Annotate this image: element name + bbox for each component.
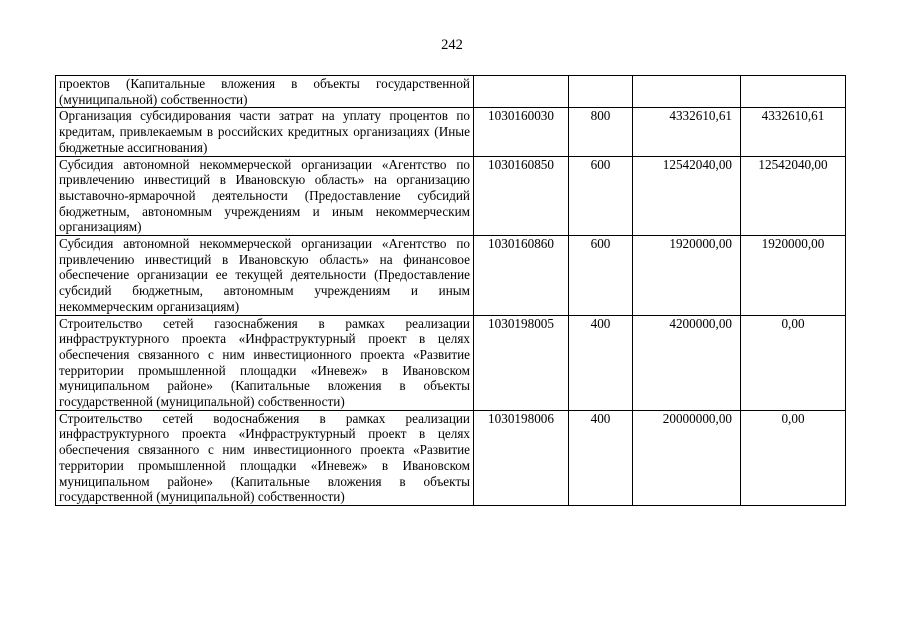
row-amount-2: 1920000,00	[741, 236, 846, 316]
row-expense-type: 400	[569, 315, 633, 410]
row-amount-2	[741, 76, 846, 108]
table-row	[56, 315, 846, 410]
row-amount-2: 4332610,61	[741, 108, 846, 156]
table-row	[56, 108, 846, 156]
row-amount-1: 1920000,00	[633, 236, 741, 316]
row-amount-1: 4200000,00	[633, 315, 741, 410]
row-amount-2: 12542040,00	[741, 156, 846, 236]
table-row	[56, 156, 846, 236]
row-target-code: 1030160030	[474, 108, 569, 156]
row-amount-1: 20000000,00	[633, 410, 741, 505]
row-target-code: 1030198005	[474, 315, 569, 410]
row-description: проектов (Капитальные вложения в объекты государственной (муниципальной) собственности)	[56, 76, 474, 108]
row-expense-type: 800	[569, 108, 633, 156]
table-row	[56, 410, 846, 505]
row-target-code: 1030198006	[474, 410, 569, 505]
table-row	[56, 76, 846, 108]
row-amount-1: 12542040,00	[633, 156, 741, 236]
row-amount-1	[633, 76, 741, 108]
row-amount-2: 0,00	[741, 410, 846, 505]
row-target-code: 1030160850	[474, 156, 569, 236]
row-amount-1: 4332610,61	[633, 108, 741, 156]
row-description: Строительство сетей газоснабжения в рамках реализации инфраструктурного проекта «Инфраструктурный проект в целях обеспечения связанного с ним инвестиционного проекта «Развитие территории промышленной площадки «Иневеж» в Ивановском муниципальном районе» (Капитальные вложения в объекты государственной (муниципальной) собственности)	[56, 315, 474, 410]
row-target-code	[474, 76, 569, 108]
row-description: Организация субсидирования части затрат на уплату процентов по кредитам, привлекаемым в российских кредитных организациях (Иные бюджетные ассигнования)	[56, 108, 474, 156]
budget-table	[55, 75, 846, 506]
row-target-code: 1030160860	[474, 236, 569, 316]
table-row	[56, 236, 846, 316]
row-expense-type: 600	[569, 236, 633, 316]
row-expense-type	[569, 76, 633, 108]
row-description: Субсидия автономной некоммерческой организации «Агентство по привлечению инвестиций в Ивановскую область» на организацию выставочно-ярмарочной деятельности (Предоставление субсидий бюджетным, автономным учреждениям и иным некоммерческим организациям)	[56, 156, 474, 236]
row-description: Субсидия автономной некоммерческой организации «Агентство по привлечению инвестиций в Ивановскую область» на финансовое обеспечение организации ее текущей деятельности (Предоставление субсидий бюджетным, автономным учреждениям и иным некоммерческим организациям)	[56, 236, 474, 316]
page-number: 242	[441, 37, 463, 53]
row-expense-type: 400	[569, 410, 633, 505]
row-amount-2: 0,00	[741, 315, 846, 410]
row-description: Строительство сетей водоснабжения в рамках реализации инфраструктурного проекта «Инфраструктурный проект в целях обеспечения связанного с ним инвестиционного проекта «Развитие территории промышленной площадки «Иневеж» в Ивановском муниципальном районе» (Капитальные вложения в объекты государственной (муниципальной) собственности)	[56, 410, 474, 505]
row-expense-type: 600	[569, 156, 633, 236]
